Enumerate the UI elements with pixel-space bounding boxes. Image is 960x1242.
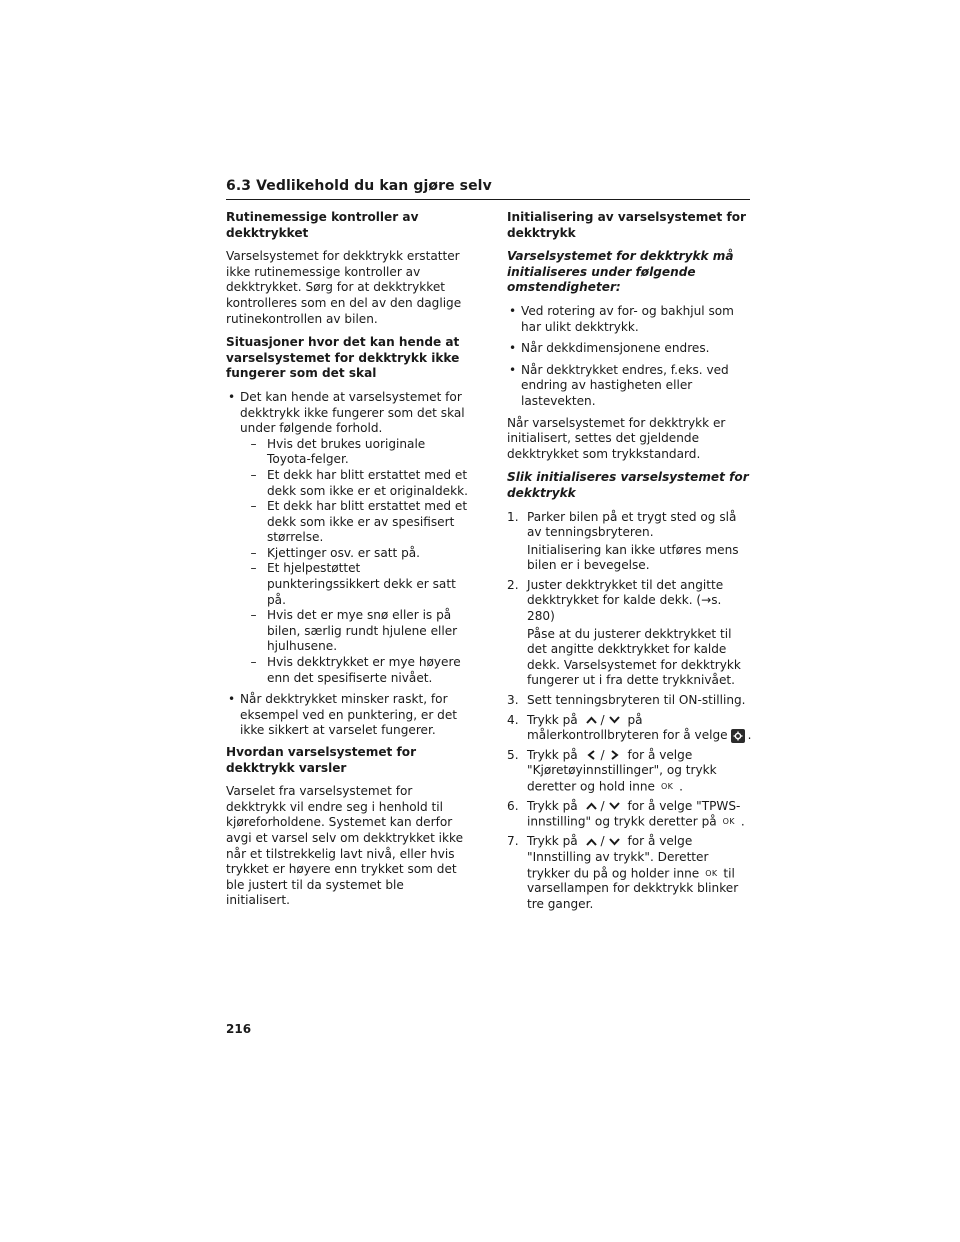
step-5-text-a: Trykk på	[527, 747, 578, 762]
step-5	[507, 748, 753, 795]
step-7-text-b: for å velge "Innstilling av trykk". Deretter trykker du på og holder inne	[527, 834, 709, 880]
chevron-left-icon	[585, 750, 598, 760]
step-4	[507, 713, 753, 744]
slash: /	[600, 747, 605, 762]
step-number: 5.	[507, 747, 519, 762]
dash-mark: –	[250, 561, 257, 576]
bullet-dimensions: • Når dekkdimensjonene endres.	[507, 341, 753, 357]
heading-how-initialize: Slik initialiseres varselsystemet for dekktrykk	[507, 470, 749, 500]
dash-item	[240, 655, 468, 686]
section-header: 6.3 Vedlikehold du kan gjøre selv	[226, 178, 492, 194]
page-number: 216	[226, 1022, 252, 1036]
dash-item-text: Hvis det brukes uoriginale Toyota-felger.	[267, 436, 426, 467]
dash-item-text: Hvis dekktrykket er mye høyere enn det spesifiserte nivået.	[267, 655, 461, 685]
step-1-text: Parker bilen på et trygt sted og slå av tenningsbryteren.	[527, 509, 737, 540]
step-3	[507, 693, 753, 709]
heading-routine-checks: Rutinemessige kontroller av dekktrykket	[226, 210, 419, 240]
bullet-conditions	[226, 390, 468, 686]
dash-item-text: Kjettinger osv. er satt på.	[267, 545, 421, 560]
chevron-up-icon	[585, 837, 598, 847]
dash-item	[240, 437, 468, 468]
dash-mark: –	[250, 608, 257, 623]
heading-situations: Situasjoner hvor det kan hende at varselsystemet for dekktrykk ikke fungerer som det skal	[226, 335, 460, 381]
step-2	[507, 578, 753, 689]
step-number: 6.	[507, 798, 519, 813]
step-6	[507, 799, 753, 830]
chevron-right-icon	[608, 750, 621, 760]
slash: /	[600, 834, 605, 849]
slash: /	[600, 798, 605, 813]
step-number: 2.	[507, 577, 519, 592]
step-number: 7.	[507, 834, 519, 849]
dash-item	[240, 608, 468, 655]
paragraph-how-warns: Varselet fra varselsystemet for dekktrykk vil endre seg i henhold til kjøreforholdene. Systemet kan derfor avgi et varsel selv om dekktrykket ikke når et tilstrekkelig lavt nivå, eller hvis trykket er høyere enn trykket som det ble justert til da systemet ble initialisert.	[226, 784, 464, 908]
step-4-end: .	[747, 728, 752, 743]
dash-item-text: Et dekk har blitt erstattet med et dekk som ikke er av spesifisert størrelse.	[267, 499, 468, 545]
header-rule	[226, 199, 750, 200]
slash: /	[600, 712, 605, 727]
step-3-text: Sett tenningsbryteren til ON-stilling.	[527, 693, 746, 708]
dash-item	[240, 546, 468, 562]
step-1	[507, 510, 753, 574]
step-7	[507, 834, 753, 912]
step-2-note: Påse at du justerer dekktrykket til det angitte dekktrykket for kalde dekk. Varselsystemet for dekktrykk fungerer ut i fra dette trykknivået.	[527, 626, 741, 688]
step-4-text-a: Trykk på	[527, 712, 578, 727]
chevron-down-icon	[608, 801, 621, 811]
dash-list	[240, 437, 468, 687]
step-5-end: .	[679, 779, 684, 794]
dash-item	[240, 468, 468, 499]
step-5-text-b: for å velge "Kjøretøyinnstillinger", og trykk deretter og hold inne	[527, 747, 717, 794]
dash-item	[240, 499, 468, 546]
paragraph-routine: Varselsystemet for dekktrykk erstatter ikke rutinemessige kontroller av dekktrykket. Sørg for at dekktrykket kontrolleres som en del av den daglige rutinekontrollen av bilen.	[226, 249, 462, 326]
dash-mark: –	[250, 436, 257, 451]
heading-how-warns: Hvordan varselsystemet for dekktrykk varsler	[226, 745, 417, 775]
chevron-up-icon	[585, 715, 598, 725]
dash-mark: –	[250, 655, 257, 670]
ok-button-icon: OK	[722, 817, 735, 827]
dash-item-text: Hvis det er mye snø eller is på bilen, særlig rundt hjulene eller hjulhusene.	[267, 608, 458, 654]
chevron-down-icon	[608, 715, 621, 725]
heading-must-initialize: Varselsystemet for dekktrykk må initialiseres under følgende omstendigheter:	[507, 249, 734, 295]
step-4-text-b: på målerkontrollbryteren for å velge	[527, 712, 728, 743]
step-7-text-c: til varsellampen for dekktrykk blinker tre ganger.	[527, 865, 739, 912]
step-6-text-b: for å velge "TPWS-innstilling" og trykk deretter på	[527, 798, 741, 829]
step-1-note: Initialisering kan ikke utføres mens bilen er i bevegelse.	[527, 542, 739, 573]
step-6-text-a: Trykk på	[527, 798, 578, 813]
bullet-rapid-loss: • Når dekktrykket minsker raskt, for eksempel ved en punktering, er det ikke sikkert at varselet fungerer.	[226, 692, 468, 739]
step-number: 3.	[507, 693, 519, 708]
heading-initialization: Initialisering av varselsystemet for dekktrykk	[507, 210, 747, 240]
right-column	[507, 210, 753, 917]
dash-mark: –	[250, 545, 257, 560]
step-number: 4.	[507, 712, 519, 727]
step-number: 1.	[507, 509, 519, 524]
gear-icon	[731, 729, 745, 743]
bullet-rotation: • Ved rotering av for- og bakhjul som har ulikt dekktrykk.	[507, 304, 753, 335]
dash-mark: –	[250, 467, 257, 482]
step-2-text: Juster dekktrykket til det angitte dekktrykket for kalde dekk. (→s. 280)	[527, 577, 724, 624]
chevron-down-icon	[608, 837, 621, 847]
dash-item-text: Et hjelpestøttet punkteringssikkert dekk er satt på.	[267, 561, 456, 607]
chevron-up-icon	[585, 801, 598, 811]
bullet-pressure-change: • Når dekktrykket endres, f.eks. ved endring av hastigheten eller lastevekten.	[507, 363, 753, 410]
bullet-conditions-text: • Det kan hende at varselsystemet for dekktrykk ikke fungerer som det skal under følgende forhold.	[240, 389, 465, 436]
dash-mark: –	[250, 499, 257, 514]
ok-button-icon: OK	[661, 782, 674, 791]
left-column	[226, 210, 468, 917]
paragraph-initialized: Når varselsystemet for dekktrykk er initialisert, settes det gjeldende dekktrykket som trykkstandard.	[507, 415, 726, 461]
step-6-end: .	[740, 814, 745, 829]
ok-button-icon: OK	[705, 868, 718, 878]
dash-item	[240, 561, 468, 608]
dash-item-text: Et dekk har blitt erstattet med et dekk som ikke er et originaldekk.	[267, 467, 468, 498]
step-7-text-a: Trykk på	[527, 834, 578, 849]
